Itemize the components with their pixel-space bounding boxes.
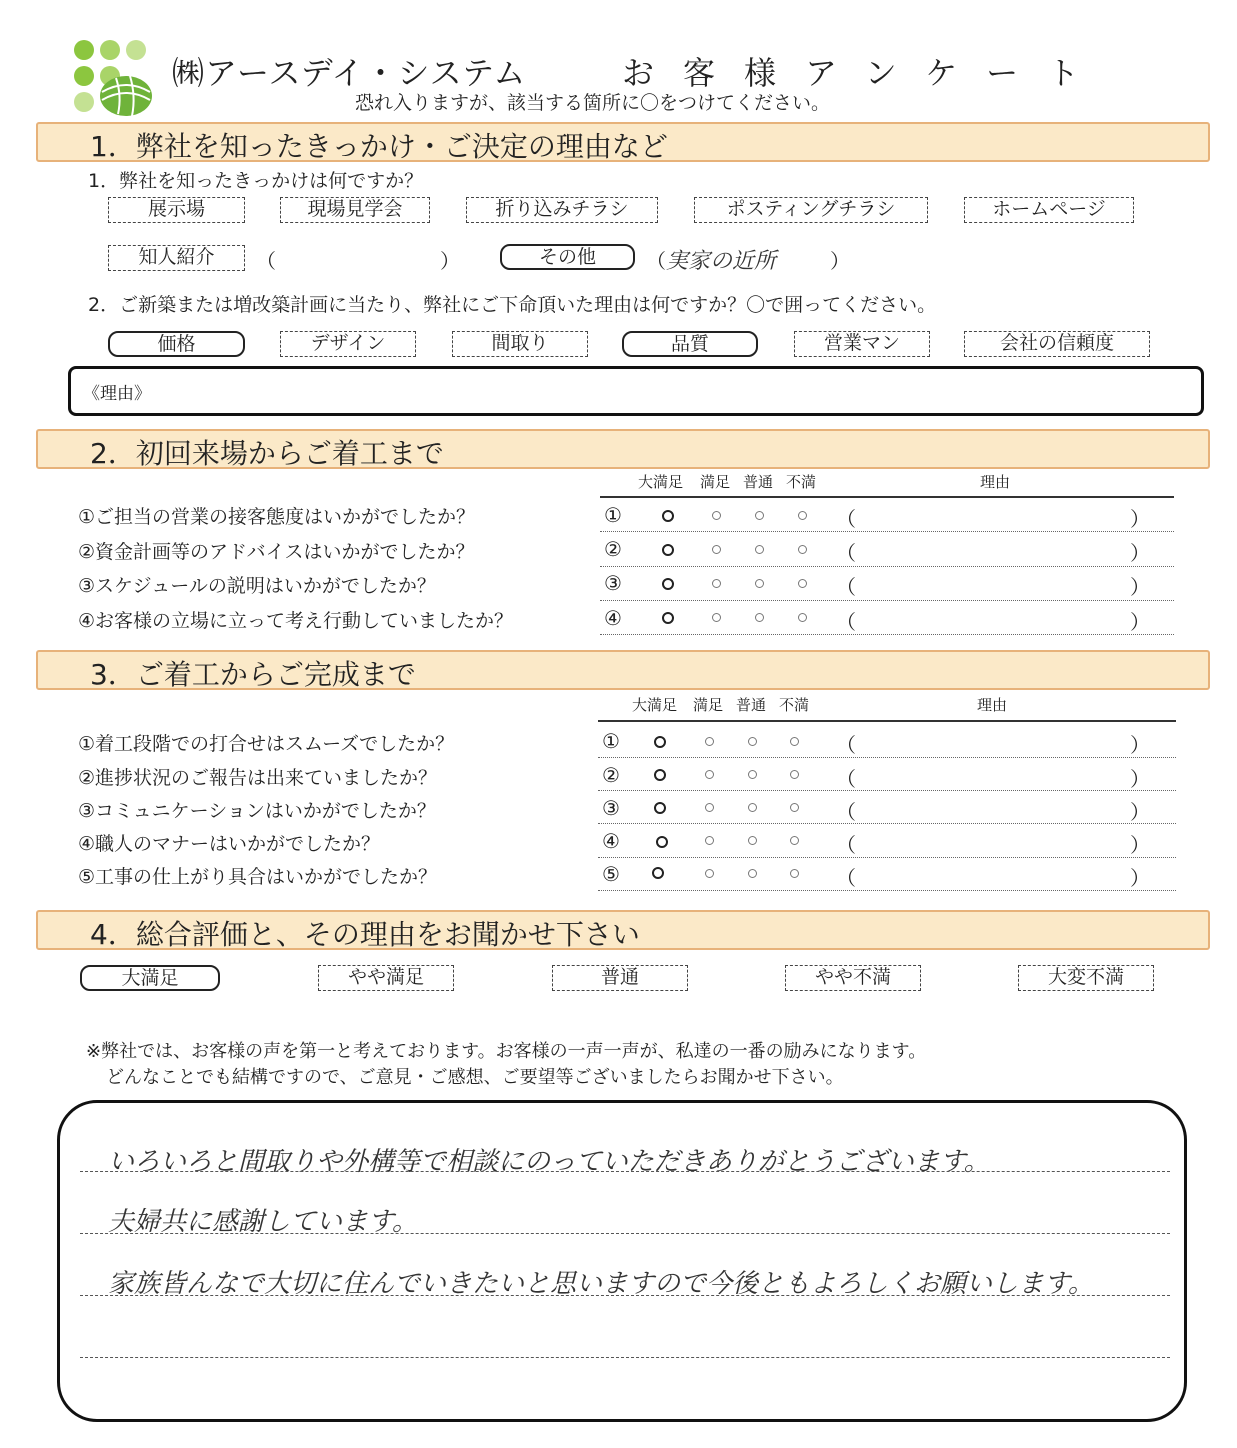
s2-question-1: ①ご担当の営業の接客態度はいかがでしたか？ bbox=[78, 506, 476, 528]
s1-question-2: 2．ご新築または増改築計画に当たり、弊社にご下命頂いた理由は何ですか？〇で囲ってください。 bbox=[88, 294, 937, 316]
s3-row-5-number: ⑤ bbox=[602, 862, 620, 886]
s3-row-2-average[interactable] bbox=[748, 770, 757, 779]
option-referral[interactable]: 知人紹介 bbox=[108, 245, 245, 271]
comment-rule-2 bbox=[80, 1233, 1170, 1234]
s3-row-2-number: ② bbox=[602, 763, 620, 787]
section-3-header bbox=[36, 650, 1210, 690]
s2-row-3-number: ③ bbox=[604, 571, 622, 595]
s3-row-2-very-satisfied[interactable] bbox=[654, 769, 666, 781]
s3-row-5-dissatisfied[interactable] bbox=[790, 869, 799, 878]
s2-row-3-dissatisfied[interactable] bbox=[798, 579, 807, 588]
s2-header-reason: 理由 bbox=[980, 473, 1011, 491]
s3-row-4-dissatisfied[interactable] bbox=[790, 836, 799, 845]
option-company-trust[interactable]: 会社の信頼度 bbox=[964, 331, 1150, 357]
s3-row-2-reason-close: ） bbox=[1130, 767, 1150, 791]
overall-very-dissatisfied[interactable]: 大変不満 bbox=[1018, 965, 1154, 991]
s3-row-3-satisfied[interactable] bbox=[705, 803, 714, 812]
overall-somewhat-satisfied[interactable]: やや満足 bbox=[318, 965, 454, 991]
s2-row-2-reason-open: （ bbox=[836, 541, 856, 565]
s3-row-5-average[interactable] bbox=[748, 869, 757, 878]
company-name: ㈱アースデイ・システム bbox=[172, 54, 527, 92]
s2-row-4-satisfied[interactable] bbox=[712, 613, 721, 622]
s3-row-1-average[interactable] bbox=[748, 737, 757, 746]
s2-question-4: ④お客様の立場に立って考え行動していましたか？ bbox=[78, 610, 514, 632]
s3-row-1-reason-open: （ bbox=[836, 733, 856, 757]
s2-row-1-reason-open: （ bbox=[836, 507, 856, 531]
s3-row-4-number: ④ bbox=[602, 829, 620, 853]
s3-row-4-satisfied[interactable] bbox=[705, 836, 714, 845]
s2-header-dissatisfied: 不満 bbox=[786, 473, 817, 491]
s2-row-1-dissatisfied[interactable] bbox=[798, 511, 807, 520]
comment-rule-3 bbox=[80, 1295, 1170, 1296]
s3-header-rule bbox=[598, 720, 1176, 722]
s2-row-1-number: ① bbox=[604, 503, 622, 527]
s3-row-2-satisfied[interactable] bbox=[705, 770, 714, 779]
comment-line-2: 夫婦共に感謝しています。 bbox=[108, 1207, 418, 1237]
s3-header-dissatisfied: 不満 bbox=[779, 696, 810, 714]
s3-question-4: ④職人のマナーはいかがでしたか？ bbox=[78, 833, 381, 855]
s3-row-1-dissatisfied[interactable] bbox=[790, 737, 799, 746]
s2-row-1-reason-close: ） bbox=[1130, 507, 1150, 531]
overall-very-satisfied[interactable]: 大満足 bbox=[80, 965, 220, 991]
s3-question-1: ①着工段階での打合せはスムーズでしたか？ bbox=[78, 733, 455, 755]
s2-row-3-line bbox=[600, 600, 1174, 601]
s3-header-reason: 理由 bbox=[977, 696, 1008, 714]
option-quality[interactable]: 品質 bbox=[622, 331, 758, 357]
option-exhibition-hall[interactable]: 展示場 bbox=[108, 197, 245, 223]
note-line-1: ※弊社では、お客様の声を第一と考えております。お客様の一声一声が、私達の一番の励みになります。 bbox=[86, 1041, 927, 1062]
s3-row-3-line bbox=[598, 823, 1176, 824]
reason-box[interactable] bbox=[68, 366, 1204, 416]
s2-row-4-average[interactable] bbox=[755, 613, 764, 622]
overall-average[interactable]: 普通 bbox=[552, 965, 688, 991]
s2-row-1-line bbox=[600, 531, 1174, 532]
s3-header-very-satisfied: 大満足 bbox=[632, 696, 678, 714]
note-line-2: どんなことでも結構ですので、ご意見・ご感想、ご要望等ございましたらお聞かせ下さい。 bbox=[106, 1067, 844, 1088]
logo-dot bbox=[74, 40, 94, 60]
s3-row-4-very-satisfied[interactable] bbox=[656, 836, 668, 848]
s2-row-2-average[interactable] bbox=[755, 545, 764, 554]
referral-paren-close: ） bbox=[440, 249, 460, 273]
section-2-title: 2．初回来場からご着工まで bbox=[90, 437, 444, 470]
s2-row-3-reason-open: （ bbox=[836, 575, 856, 599]
logo-dot bbox=[74, 92, 94, 112]
other-answer: 実家の近所 bbox=[666, 249, 777, 274]
logo-dot bbox=[126, 40, 146, 60]
s2-header-rule bbox=[600, 496, 1174, 498]
s2-header-average: 普通 bbox=[743, 473, 774, 491]
s2-row-2-number: ② bbox=[604, 537, 622, 561]
section-2-header bbox=[36, 429, 1210, 469]
option-price[interactable]: 価格 bbox=[108, 331, 245, 357]
s3-row-4-reason-open: （ bbox=[836, 833, 856, 857]
s2-row-2-satisfied[interactable] bbox=[712, 545, 721, 554]
s3-row-1-satisfied[interactable] bbox=[705, 737, 714, 746]
s2-header-very-satisfied: 大満足 bbox=[638, 473, 684, 491]
s3-row-5-reason-close: ） bbox=[1130, 866, 1150, 890]
option-other[interactable]: その他 bbox=[500, 244, 635, 270]
overall-somewhat-dissatisfied[interactable]: やや不満 bbox=[785, 965, 921, 991]
s2-row-4-line bbox=[600, 634, 1174, 635]
option-posting-flyer[interactable]: ポスティングチラシ bbox=[694, 197, 928, 223]
company-logo bbox=[70, 38, 150, 118]
s3-row-4-reason-close: ） bbox=[1130, 833, 1150, 857]
comment-line-3: 家族皆んなで大切に住んでいきたいと思いますので今後ともよろしくお願いします。 bbox=[108, 1269, 1094, 1299]
s3-row-5-line bbox=[598, 890, 1176, 891]
s2-row-4-dissatisfied[interactable] bbox=[798, 613, 807, 622]
option-homepage[interactable]: ホームページ bbox=[964, 197, 1134, 223]
option-salesperson[interactable]: 営業マン bbox=[794, 331, 930, 357]
s3-row-3-dissatisfied[interactable] bbox=[790, 803, 799, 812]
page-title: お客様アンケート bbox=[622, 54, 1109, 92]
s2-row-2-reason-close: ） bbox=[1130, 541, 1150, 565]
s3-question-5: ⑤工事の仕上がり具合はいかがでしたか？ bbox=[78, 866, 438, 888]
section-3-title: 3．ご着工からご完成まで bbox=[90, 658, 416, 691]
s3-question-2: ②進捗状況のご報告は出来ていましたか？ bbox=[78, 767, 438, 789]
section-1-header bbox=[36, 122, 1210, 162]
s3-row-1-number: ① bbox=[602, 729, 620, 753]
other-paren-close: ） bbox=[830, 249, 850, 273]
option-design[interactable]: デザイン bbox=[280, 331, 416, 357]
s2-row-3-average[interactable] bbox=[755, 579, 764, 588]
s3-row-5-very-satisfied[interactable] bbox=[652, 867, 664, 879]
s3-row-3-reason-close: ） bbox=[1130, 800, 1150, 824]
section-4-title: 4．総合評価と、その理由をお聞かせ下さい bbox=[90, 918, 640, 951]
referral-paren-open: （ bbox=[256, 249, 276, 273]
s3-row-2-dissatisfied[interactable] bbox=[790, 770, 799, 779]
s3-row-1-line bbox=[598, 757, 1176, 758]
s2-row-3-reason-close: ） bbox=[1130, 575, 1150, 599]
s3-row-5-reason-open: （ bbox=[836, 866, 856, 890]
logo-globe-icon bbox=[96, 68, 152, 118]
comment-box[interactable] bbox=[57, 1100, 1187, 1422]
s2-question-3: ③スケジュールの説明はいかがでしたか？ bbox=[78, 575, 436, 597]
s3-row-4-average[interactable] bbox=[748, 836, 757, 845]
s2-row-3-very-satisfied[interactable] bbox=[662, 578, 674, 590]
s2-row-4-reason-open: （ bbox=[836, 610, 856, 634]
option-site-tour[interactable]: 現場見学会 bbox=[280, 197, 430, 223]
s2-row-1-average[interactable] bbox=[755, 511, 764, 520]
logo-dot bbox=[100, 40, 120, 60]
section-1-title: 1．弊社を知ったきっかけ・ご決定の理由など bbox=[90, 130, 668, 163]
option-newspaper-flyer[interactable]: 折り込みチラシ bbox=[466, 197, 658, 223]
s2-row-2-dissatisfied[interactable] bbox=[798, 545, 807, 554]
s3-row-1-very-satisfied[interactable] bbox=[654, 736, 666, 748]
s2-row-2-line bbox=[600, 566, 1174, 567]
s3-row-2-line bbox=[598, 790, 1176, 791]
comment-rule-1 bbox=[80, 1171, 1170, 1172]
s3-header-satisfied: 満足 bbox=[693, 696, 724, 714]
s3-row-3-reason-open: （ bbox=[836, 800, 856, 824]
comment-rule-4 bbox=[80, 1357, 1170, 1358]
s3-row-1-reason-close: ） bbox=[1130, 733, 1150, 757]
s3-row-2-reason-open: （ bbox=[836, 767, 856, 791]
s3-row-3-very-satisfied[interactable] bbox=[654, 802, 666, 814]
s3-header-average: 普通 bbox=[736, 696, 767, 714]
s3-row-3-number: ③ bbox=[602, 796, 620, 820]
comment-line-1: いろいろと間取りや外構等で相談にのっていただきありがとうございます。 bbox=[108, 1147, 990, 1177]
s1-question-1: 1．弊社を知ったきっかけは何ですか？ bbox=[88, 170, 424, 192]
s3-row-4-line bbox=[598, 857, 1176, 858]
s3-question-3: ③コミュニケーションはいかがでしたか？ bbox=[78, 800, 436, 822]
s2-row-3-satisfied[interactable] bbox=[712, 579, 721, 588]
other-paren-open: （ bbox=[646, 249, 666, 273]
s2-row-4-number: ④ bbox=[604, 606, 622, 630]
s2-row-2-very-satisfied[interactable] bbox=[662, 544, 674, 556]
section-4-header bbox=[36, 910, 1210, 950]
s2-row-4-reason-close: ） bbox=[1130, 610, 1150, 634]
option-floor-plan[interactable]: 間取り bbox=[452, 331, 588, 357]
s3-row-5-satisfied[interactable] bbox=[705, 869, 714, 878]
s2-row-4-very-satisfied[interactable] bbox=[662, 612, 674, 624]
logo-dot bbox=[74, 66, 94, 86]
s2-row-1-satisfied[interactable] bbox=[712, 511, 721, 520]
s3-row-3-average[interactable] bbox=[748, 803, 757, 812]
reason-label: 《理由》 bbox=[83, 384, 151, 404]
s2-question-2: ②資金計画等のアドバイスはいかがでしたか？ bbox=[78, 541, 475, 563]
s2-row-1-very-satisfied[interactable] bbox=[662, 510, 674, 522]
s2-header-satisfied: 満足 bbox=[700, 473, 731, 491]
instructions: 恐れ入りますが、該当する箇所に〇をつけてください。 bbox=[355, 92, 831, 114]
